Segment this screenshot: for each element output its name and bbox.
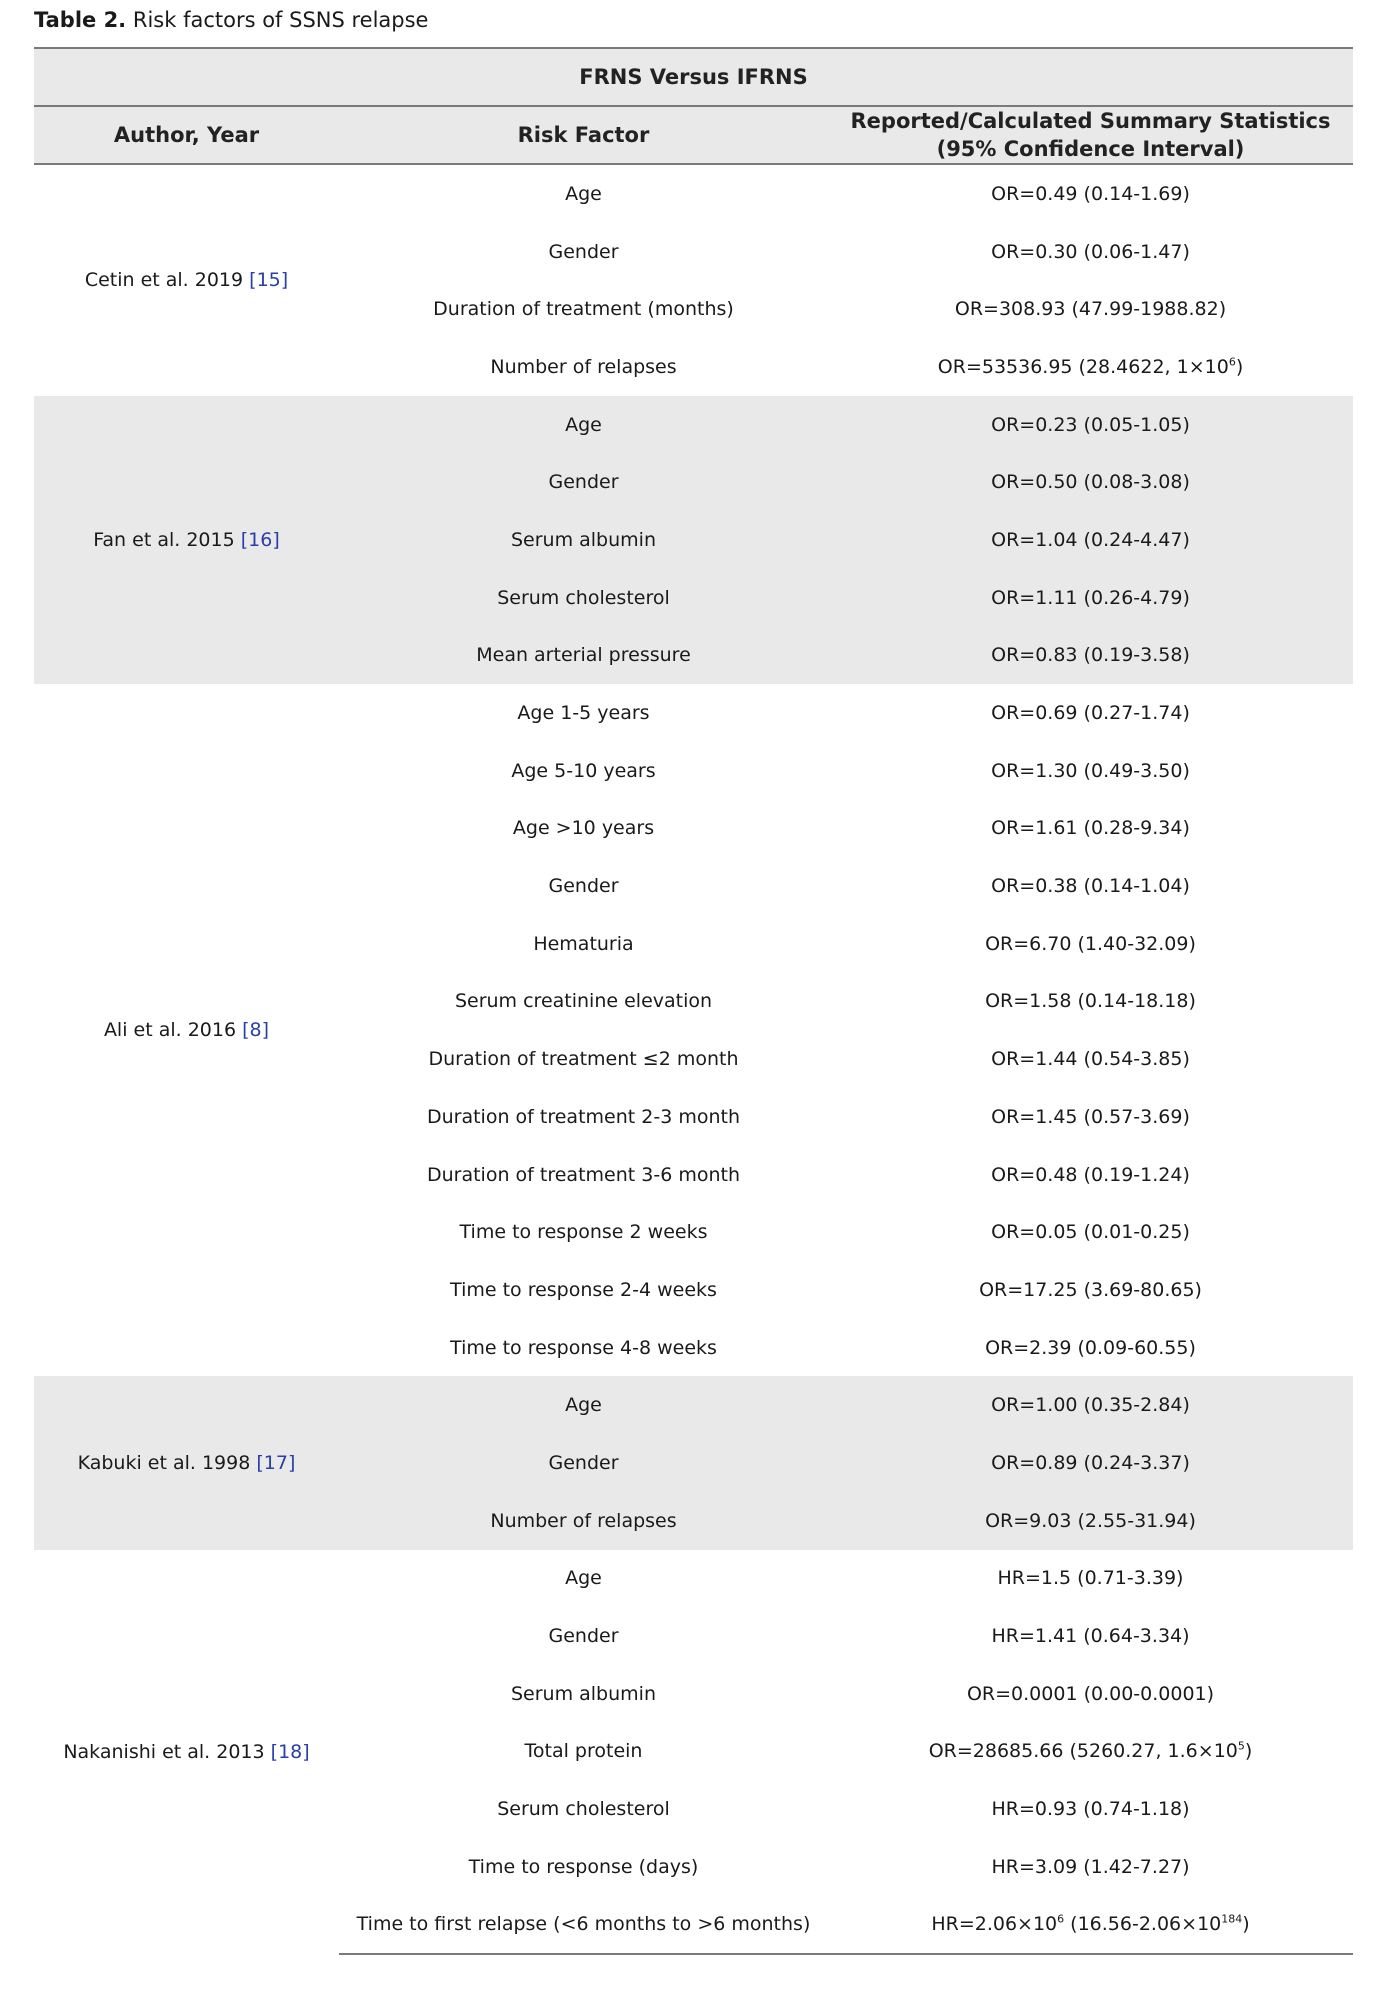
- statistic-text: ): [1242, 1913, 1250, 1936]
- risk-factor-cell: Age 5-10 years: [511, 759, 656, 782]
- summary-statistic-cell: [828, 1434, 1353, 1492]
- summary-statistic-cell: [828, 511, 1353, 569]
- statistic-text: OR=0.50 (0.08-3.08): [991, 471, 1190, 494]
- risk-factor-cell: Mean arterial pressure: [339, 627, 828, 685]
- statistic-text: OR=1.58 (0.14-18.18): [985, 990, 1196, 1013]
- statistic-exponent: 184: [1221, 1913, 1243, 1927]
- risk-factor-cell: Age: [565, 182, 602, 205]
- citation-link[interactable]: [16]: [240, 528, 280, 551]
- summary-statistic-cell: [828, 453, 1353, 511]
- citation-link[interactable]: [18]: [270, 1740, 310, 1763]
- summary-statistic-cell: [828, 1319, 1353, 1377]
- table-row: [34, 1376, 1353, 1434]
- column-header-summary-statistics: [828, 106, 1353, 164]
- statistic-text: OR=1.44 (0.54-3.85): [991, 1048, 1190, 1071]
- column-header-row: [34, 106, 1353, 164]
- risk-factor-cell: Time to response 2-4 weeks: [450, 1278, 717, 1301]
- risk-factor-cell: Duration of treatment 2-3 month: [426, 1105, 740, 1128]
- statistic-exponent: 6: [1228, 355, 1236, 369]
- statistic-text: OR=1.11 (0.26-4.79): [991, 586, 1190, 609]
- statistic-text: HR=1.5 (0.71-3.39): [997, 1567, 1184, 1590]
- risk-factor-cell: Duration of treatment ≤2 month: [428, 1048, 739, 1071]
- statistic-exponent: 6: [1057, 1913, 1065, 1927]
- statistic-text: OR=6.70 (1.40-32.09): [985, 932, 1196, 955]
- statistic-text: OR=1.04 (0.24-4.47): [991, 528, 1190, 551]
- summary-statistic-cell: [828, 1780, 1353, 1838]
- summary-statistic-cell: [828, 1088, 1353, 1146]
- author-year-cell: [34, 396, 339, 684]
- summary-statistic-cell: [828, 857, 1353, 915]
- summary-statistic-cell: [828, 1723, 1353, 1781]
- risk-factor-cell: Serum creatinine elevation: [454, 990, 713, 1013]
- risk-factor-cell: Gender: [548, 240, 619, 263]
- statistic-text: OR=9.03 (2.55-31.94): [985, 1509, 1196, 1532]
- summary-statistic-cell: [828, 1896, 1353, 1955]
- citation-link[interactable]: [15]: [249, 269, 289, 292]
- risk-factor-cell: Total protein: [524, 1740, 643, 1763]
- summary-statistic-cell: [828, 1492, 1353, 1550]
- table-body: [34, 164, 1353, 1954]
- risk-factor-cell: Serum cholesterol: [497, 1798, 670, 1821]
- author-year-cell: [34, 1550, 339, 1955]
- summary-statistic-cell: [828, 223, 1353, 281]
- statistic-text: OR=0.83 (0.19-3.58): [991, 644, 1190, 667]
- summary-statistics-line2: (95% Confidence Interval): [936, 137, 1245, 161]
- caption-label: Table 2.: [34, 8, 127, 32]
- statistic-text: OR=0.30 (0.06-1.47): [991, 240, 1190, 263]
- risk-factor-cell: Number of relapses: [339, 1492, 828, 1550]
- column-header-risk-factor: Risk Factor: [339, 106, 828, 164]
- statistic-text: OR=1.30 (0.49-3.50): [991, 759, 1190, 782]
- author-year-text: Fan et al. 2015: [93, 528, 235, 551]
- table-caption: [34, 5, 428, 35]
- risk-factors-table: [34, 47, 1353, 1955]
- table-row: [34, 396, 1353, 454]
- summary-statistics-line1: Reported/Calculated Summary Statistics: [850, 109, 1331, 133]
- statistic-text: HR=1.41 (0.64-3.34): [991, 1625, 1190, 1648]
- author-year-cell: [34, 1376, 339, 1549]
- comparison-header: FRNS Versus IFRNS: [34, 48, 1353, 106]
- summary-statistic-cell: [828, 800, 1353, 858]
- citation-link[interactable]: [17]: [256, 1451, 296, 1474]
- summary-statistic-cell: [828, 684, 1353, 742]
- summary-statistic-cell: [828, 338, 1353, 396]
- table-row: [34, 1550, 1353, 1608]
- statistic-text: HR=0.93 (0.74-1.18): [991, 1798, 1190, 1821]
- summary-statistic-cell: [828, 1146, 1353, 1204]
- risk-factor-cell: Age: [339, 1376, 828, 1434]
- summary-statistic-cell: [828, 742, 1353, 800]
- statistic-text: HR=3.09 (1.42-7.27): [991, 1855, 1190, 1878]
- statistic-text: OR=0.0001 (0.00-0.0001): [966, 1682, 1215, 1705]
- risk-factor-cell: Number of relapses: [490, 355, 677, 378]
- author-year-cell: [34, 164, 339, 396]
- statistic-text: ): [1235, 355, 1244, 378]
- risk-factor-cell: Gender: [339, 453, 828, 511]
- author-year-cell: [34, 684, 339, 1376]
- summary-statistic-cell: [828, 164, 1353, 223]
- statistic-text: HR=2.06×10: [931, 1913, 1058, 1936]
- summary-statistic-cell: [828, 915, 1353, 973]
- table-row: [34, 684, 1353, 742]
- author-year-text: Ali et al. 2016: [103, 1019, 237, 1042]
- statistic-text: OR=1.61 (0.28-9.34): [991, 817, 1190, 840]
- statistic-text: OR=53536.95 (28.4622, 1×10: [937, 355, 1229, 378]
- summary-statistic-cell: [828, 973, 1353, 1031]
- risk-factor-cell: Serum cholesterol: [339, 569, 828, 627]
- summary-statistic-cell: [828, 1665, 1353, 1723]
- risk-factor-cell: Gender: [548, 875, 619, 898]
- risk-factor-cell: Duration of treatment 3-6 month: [426, 1163, 740, 1186]
- risk-factor-cell: Time to response (days): [468, 1855, 699, 1878]
- summary-statistic-cell: [828, 1203, 1353, 1261]
- comparison-header-row: [34, 48, 1353, 106]
- summary-statistic-cell: [828, 396, 1353, 454]
- summary-statistic-cell: [828, 280, 1353, 338]
- risk-factor-cell: Age: [339, 396, 828, 454]
- risk-factor-cell: Time to first relapse (<6 months to >6 months): [339, 1896, 828, 1955]
- author-year-text: Cetin et al. 2019: [84, 269, 244, 292]
- statistic-text: OR=1.00 (0.35-2.84): [991, 1394, 1190, 1417]
- citation-link[interactable]: [8]: [242, 1019, 270, 1042]
- risk-factor-cell: Age 1-5 years: [517, 702, 650, 725]
- summary-statistic-cell: [828, 1261, 1353, 1319]
- risk-factor-cell: Time to response 2 weeks: [459, 1221, 708, 1244]
- author-year-text: Nakanishi et al. 2013: [63, 1740, 265, 1763]
- statistic-text: OR=0.49 (0.14-1.69): [991, 182, 1190, 205]
- summary-statistic-cell: [828, 1030, 1353, 1088]
- risk-factor-cell: Age >10 years: [512, 817, 655, 840]
- risk-factor-cell: Time to response 4-8 weeks: [450, 1336, 717, 1359]
- summary-statistic-cell: [828, 1838, 1353, 1896]
- risk-factor-cell: Gender: [339, 1434, 828, 1492]
- risk-factor-cell: Hematuria: [533, 932, 634, 955]
- statistic-text: (16.56-2.06×10: [1064, 1913, 1222, 1936]
- statistic-text: OR=308.93 (47.99-1988.82): [954, 298, 1227, 321]
- risk-factors-table-wrapper: [34, 47, 1353, 1955]
- summary-statistic-cell: [828, 1550, 1353, 1608]
- statistic-text: OR=2.39 (0.09-60.55): [985, 1336, 1196, 1359]
- risk-factor-cell: Serum albumin: [339, 511, 828, 569]
- statistic-text: OR=0.05 (0.01-0.25): [991, 1221, 1190, 1244]
- risk-factor-cell: Serum albumin: [510, 1682, 656, 1705]
- statistic-text: OR=1.45 (0.57-3.69): [991, 1105, 1190, 1128]
- summary-statistic-cell: [828, 627, 1353, 685]
- statistic-text: ): [1244, 1740, 1253, 1763]
- risk-factor-cell: Gender: [548, 1625, 619, 1648]
- summary-statistic-cell: [828, 1376, 1353, 1434]
- statistic-exponent: 5: [1237, 1740, 1245, 1754]
- caption-text: Risk factors of SSNS relapse: [132, 8, 429, 32]
- statistic-text: OR=17.25 (3.69-80.65): [979, 1278, 1202, 1301]
- risk-factor-cell: Age: [565, 1567, 602, 1590]
- statistic-text: OR=28685.66 (5260.27, 1.6×10: [928, 1740, 1238, 1763]
- statistic-text: OR=0.38 (0.14-1.04): [991, 875, 1190, 898]
- column-header-author: Author, Year: [34, 106, 339, 164]
- summary-statistic-cell: [828, 1607, 1353, 1665]
- statistic-text: OR=0.69 (0.27-1.74): [991, 702, 1190, 725]
- statistic-text: OR=0.23 (0.05-1.05): [991, 413, 1190, 436]
- risk-factor-cell: Duration of treatment (months): [433, 298, 734, 321]
- summary-statistic-cell: [828, 569, 1353, 627]
- author-year-text: Kabuki et al. 1998: [77, 1451, 251, 1474]
- statistic-text: OR=0.48 (0.19-1.24): [991, 1163, 1190, 1186]
- table-row: [34, 164, 1353, 223]
- statistic-text: OR=0.89 (0.24-3.37): [991, 1451, 1190, 1474]
